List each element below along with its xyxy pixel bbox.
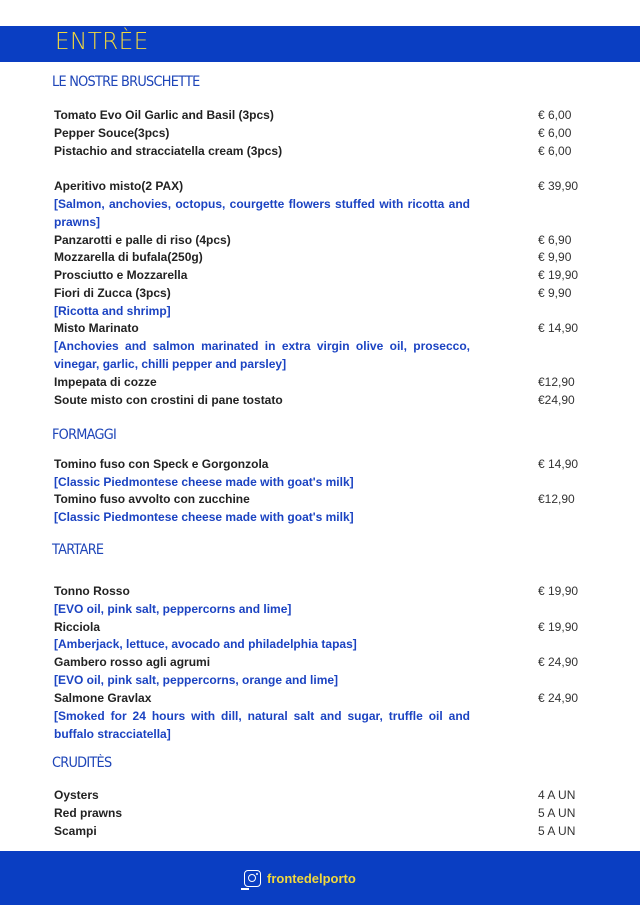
item-name: Aperitivo misto(2 PAX) (54, 179, 184, 193)
item-price: 4 A UN (538, 788, 576, 802)
item-name: Gambero rosso agli agrumi (54, 655, 211, 669)
item-description: [Classic Piedmontese cheese made with goat's milk] (54, 475, 354, 489)
menu-item (54, 124, 584, 142)
item-name: Pistachio and stracciatella cream (3pcs) (54, 144, 283, 158)
menu-item (54, 455, 584, 473)
item-price: € 19,90 (538, 584, 579, 598)
menu-item (54, 177, 584, 195)
item-price: €24,90 (538, 393, 575, 407)
item-name: Pepper Souce(3pcs) (54, 126, 170, 140)
item-name: Tomino fuso avvolto con zucchine (54, 492, 250, 506)
footer-bar (0, 851, 640, 905)
item-description: [Smoked for 24 hours with dill, natural salt and sugar, truffle oil and buffalo stracciatella] (54, 709, 470, 741)
item-price: € 19,90 (538, 268, 579, 282)
item-description: [Anchovies and salmon marinated in extra virgin olive oil, prosecco, vinegar, garlic, chilli pepper and parsley] (54, 339, 470, 371)
item-name: Panzarotti e palle di riso (4pcs) (54, 233, 231, 247)
menu-item (54, 822, 584, 840)
menu-item (54, 689, 584, 707)
item-description: [Classic Piedmontese cheese made with goat's milk] (54, 510, 354, 524)
item-name: Scampi (54, 824, 97, 838)
instagram-icon (244, 870, 261, 887)
item-name: Soute misto con crostini di pane tostato (54, 393, 283, 407)
item-price: € 14,90 (538, 321, 579, 335)
item-name: Impepata di cozze (54, 375, 157, 389)
item-price: € 19,90 (538, 620, 579, 634)
item-description: [Salmon, anchovies, octopus, courgette flowers stuffed with ricotta and prawns] (54, 197, 470, 229)
item-price: € 24,90 (538, 655, 579, 669)
item-name: Prosciutto e Mozzarella (54, 268, 188, 282)
menu-item (54, 106, 584, 124)
menu-item (54, 284, 584, 302)
menu-item (54, 786, 584, 804)
item-price: € 6,90 (538, 233, 572, 247)
item-price: € 24,90 (538, 691, 579, 705)
instagram-link[interactable] (244, 867, 356, 889)
item-price: € 14,90 (538, 457, 579, 471)
item-description: [EVO oil, pink salt, peppercorns, orange and lime] (54, 673, 339, 687)
item-name: Tonno Rosso (54, 584, 130, 598)
item-name: Mozzarella di bufala(250g) (54, 250, 203, 264)
item-price: €12,90 (538, 492, 575, 506)
menu-item (54, 373, 584, 391)
menu-item (54, 653, 584, 671)
page-title: ENTRÈE (55, 29, 149, 55)
instagram-handle: frontedelporto (267, 870, 356, 886)
menu-item (54, 391, 584, 409)
item-name: Ricciola (54, 620, 101, 634)
item-description: [Ricotta and shrimp] (54, 304, 171, 318)
item-name: Oysters (54, 788, 99, 802)
item-price: € 6,00 (538, 108, 572, 122)
item-price: €12,90 (538, 375, 575, 389)
item-name: Red prawns (54, 806, 123, 820)
section-title-formaggi: FORMAGGI (52, 427, 117, 443)
item-name: Salmone Gravlax (54, 691, 152, 705)
header-bar (0, 26, 640, 62)
section-title-bruschette: LE NOSTRE BRUSCHETTE (52, 74, 200, 90)
menu-item (54, 142, 584, 160)
item-name: Tomino fuso con Speck e Gorgonzola (54, 457, 269, 471)
section-title-crudites: CRUDITÈS (52, 755, 112, 771)
menu-item (54, 248, 584, 266)
item-price: 5 A UN (538, 806, 576, 820)
item-price: € 39,90 (538, 179, 579, 193)
item-name: Tomato Evo Oil Garlic and Basil (3pcs) (54, 108, 274, 122)
menu-item (54, 266, 584, 284)
menu-item (54, 319, 584, 337)
item-price: € 9,90 (538, 250, 572, 264)
item-name: Fiori di Zucca (3pcs) (54, 286, 171, 300)
menu-item (54, 490, 584, 508)
item-description: [EVO oil, pink salt, peppercorns and lime] (54, 602, 292, 616)
item-name: Misto Marinato (54, 321, 139, 335)
item-price: € 6,00 (538, 144, 572, 158)
item-description: [Amberjack, lettuce, avocado and philadelphia tapas] (54, 637, 357, 651)
menu-item (54, 231, 584, 249)
section-title-tartare: TARTARE (52, 542, 104, 558)
item-price: € 9,90 (538, 286, 572, 300)
item-price: € 6,00 (538, 126, 572, 140)
menu-item (54, 618, 584, 636)
menu-item (54, 582, 584, 600)
item-price: 5 A UN (538, 824, 576, 838)
menu-item (54, 804, 584, 822)
